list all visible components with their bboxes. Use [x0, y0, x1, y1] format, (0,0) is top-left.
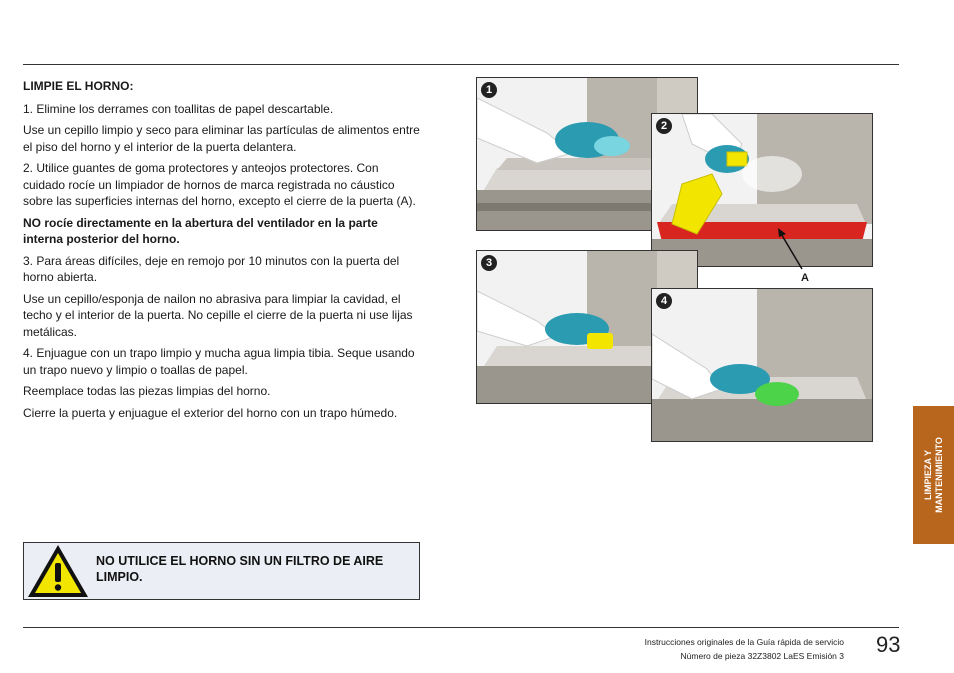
section-heading: LIMPIE EL HORNO: — [23, 79, 134, 93]
paragraph-step1: 1. Elimine los derrames con toallitas de papel descartable. — [23, 101, 334, 116]
warning-box — [23, 542, 420, 600]
callout-label-a: A — [801, 272, 809, 284]
step-badge-2: 2 — [656, 118, 672, 134]
oven-illustration-4 — [652, 289, 872, 441]
paragraph-caution: NO rocíe directamente en la abertura del ventilador en la parte interna posterior del horno. — [23, 215, 378, 246]
paragraph-close: Cierre la puerta y enjuague el exterior del horno con un trapo húmedo. — [23, 405, 398, 420]
oven-illustration-2 — [652, 114, 872, 266]
photo-step-4 — [651, 288, 873, 442]
callout-arrow — [772, 224, 812, 274]
step-badge-4: 4 — [656, 293, 672, 309]
step-badge-1: 1 — [481, 82, 497, 98]
section-tab — [913, 406, 954, 544]
section-tab-line2: MANTENIMIENTO — [933, 437, 944, 513]
paragraph-sponge: Use un cepillo/esponja de nailon no abrasiva para limpiar la cavidad, el techo y el interior de la puerta. No cepille el cierre de la puerta ni use lijas metálicas. — [23, 291, 413, 339]
paragraph-brush: Use un cepillo limpio y seco para eliminar las partículas de alimentos entre el piso del horno y el interior de la puerta delantera. — [23, 123, 420, 154]
header-rule — [23, 64, 899, 65]
footer-rule — [23, 627, 899, 628]
paragraph-step2: 2. Utilice guantes de goma protectores y anteojos protectores. Con cuidado rocíe un limpiador de hornos de marca registrada no cáustico sobre las superficies internas del horno, excepto el cierre de la puerta (A). — [23, 161, 416, 208]
paragraph-step3: 3. Para áreas difíciles, deje en remojo por 10 minutos con la puerta del horno abierta. — [23, 253, 400, 284]
warning-triangle-icon — [26, 543, 90, 599]
instructions-column — [23, 78, 421, 426]
paragraph-step4: 4. Enjuague con un trapo limpio y mucha agua limpia tibia. Seque usando un trapo nuevo y limpio o toallas de papel. — [23, 346, 415, 377]
photo-step-2 — [651, 113, 873, 267]
page-number: 93 — [876, 632, 901, 657]
footer-line1: Instrucciones originales de la Guía rápida de servicio — [644, 637, 844, 647]
warning-text: NO UTILICE EL HORNO SIN UN FILTRO DE AIRE LIMPIO. — [96, 554, 384, 584]
section-tab-label — [923, 410, 945, 540]
footer-info — [645, 635, 844, 663]
footer-line2: Número de pieza 32Z3802 LaES Emisión 3 — [680, 651, 844, 661]
paragraph-replace: Reemplace todas las piezas limpias del horno. — [23, 384, 271, 398]
step-badge-3: 3 — [481, 255, 497, 271]
section-tab-line1: LIMPIEZA Y — [922, 450, 933, 501]
